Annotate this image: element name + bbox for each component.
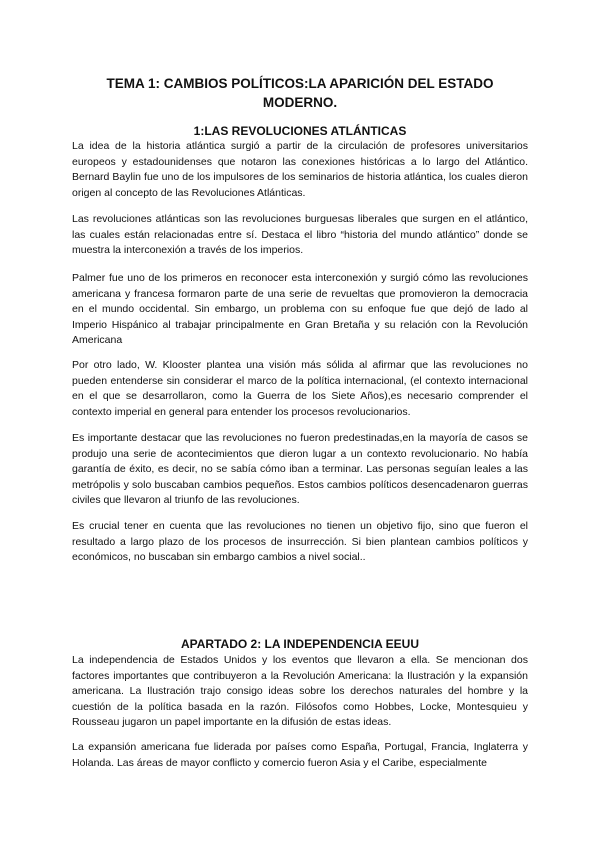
paragraph-no-predestinadas: Es importante destacar que las revoluciones no fueron predestinadas,en la mayoría de casos se produjo una serie de acontecimientos que dieron lugar a un contexto revolucionario. No había garantía de éxito, es decir, no se sabía cómo iban a terminar. Las personas seguían leales a las metrópolis y solo buscaban cambios pequeños. Estos cambios políticos desencadenaron guerras civiles que llevaron al triunfo de las revoluciones. bbox=[72, 432, 528, 507]
paragraph-revoluciones-burguesas: Las revoluciones atlánticas son las revoluciones burguesas liberales que surgen en el atlántico, las cuales están relacionadas entre sí. Destaca el libro “historia del mundo atlántico” donde se muestra la interconexión a través de los imperios. bbox=[72, 213, 528, 257]
section-heading-revoluciones-atlanticas: 1:LAS REVOLUCIONES ATLÁNTICAS bbox=[193, 124, 407, 138]
paragraph-klooster: Por otro lado, W. Klooster plantea una visión más sólida al afirmar que las revoluciones no pueden entenderse sin considerar el marco de la política internacional, (el contexto internacional en el que se desarrollaron, como la Guerra de los Siete Años),es necesario comprender el contexto imperial en general para entender los procesos revolucionarios. bbox=[72, 359, 528, 418]
paragraph-objetivo-fijo: Es crucial tener en cuenta que las revoluciones no tienen un objetivo fijo, sino que fueron el resultado a largo plazo de los procesos de insurrección. Si bien plantean cambios políticos y económicos, no buscaban sin embargo cambios a nivel social.. bbox=[72, 520, 528, 564]
section-heading-independencia-eeuu: APARTADO 2: LA INDEPENDENCIA EEUU bbox=[180, 637, 419, 651]
paragraph-historia-atlantica: La idea de la historia atlántica surgió a partir de la circulación de profesores universitarios europeos y estadounidenses que notaron las conexiones históricas a lo largo del Atlántico. Bernard Baylin fue uno de los impulsores de los seminarios de historia atlántica, los cuales dieron origen al concepto de las Revoluciones Atlánticas. bbox=[72, 140, 528, 199]
paragraph-expansion-americana: La expansión americana fue liderada por países como España, Portugal, Francia, Inglaterra y Holanda. Las áreas de mayor conflicto y comercio fueron Asia y el Caribe, especialmente bbox=[72, 741, 528, 769]
paragraph-independencia: La independencia de Estados Unidos y los eventos que llevaron a ella. Se mencionan dos factores importantes que contribuyeron a la Revolución Americana: la Ilustración y la expansión americana. La Ilustración trajo consigo ideas sobre los derechos naturales del hombre y la cuestión de la política basada en la razón. Filósofos como Hobbes, Locke, Montesquieu y Rousseau jugaron un papel importante en la difusión de estas ideas. bbox=[72, 654, 528, 729]
paragraph-palmer: Palmer fue uno de los primeros en reconocer esta interconexión y surgió cómo las revoluciones americana y francesa formaron parte de una serie de revueltas que promovieron la democracia en el mundo occidental. Sin embargo, un problema con su enfoque fue que dejó de lado al Imperio Hispánico al trabajar principalmente en Gran Bretaña y su relación con la Revolución Americana bbox=[72, 272, 528, 347]
document-title: TEMA 1: CAMBIOS POLÍTICOS:LA APARICIÓN DEL ESTADO MODERNO. bbox=[106, 76, 494, 110]
